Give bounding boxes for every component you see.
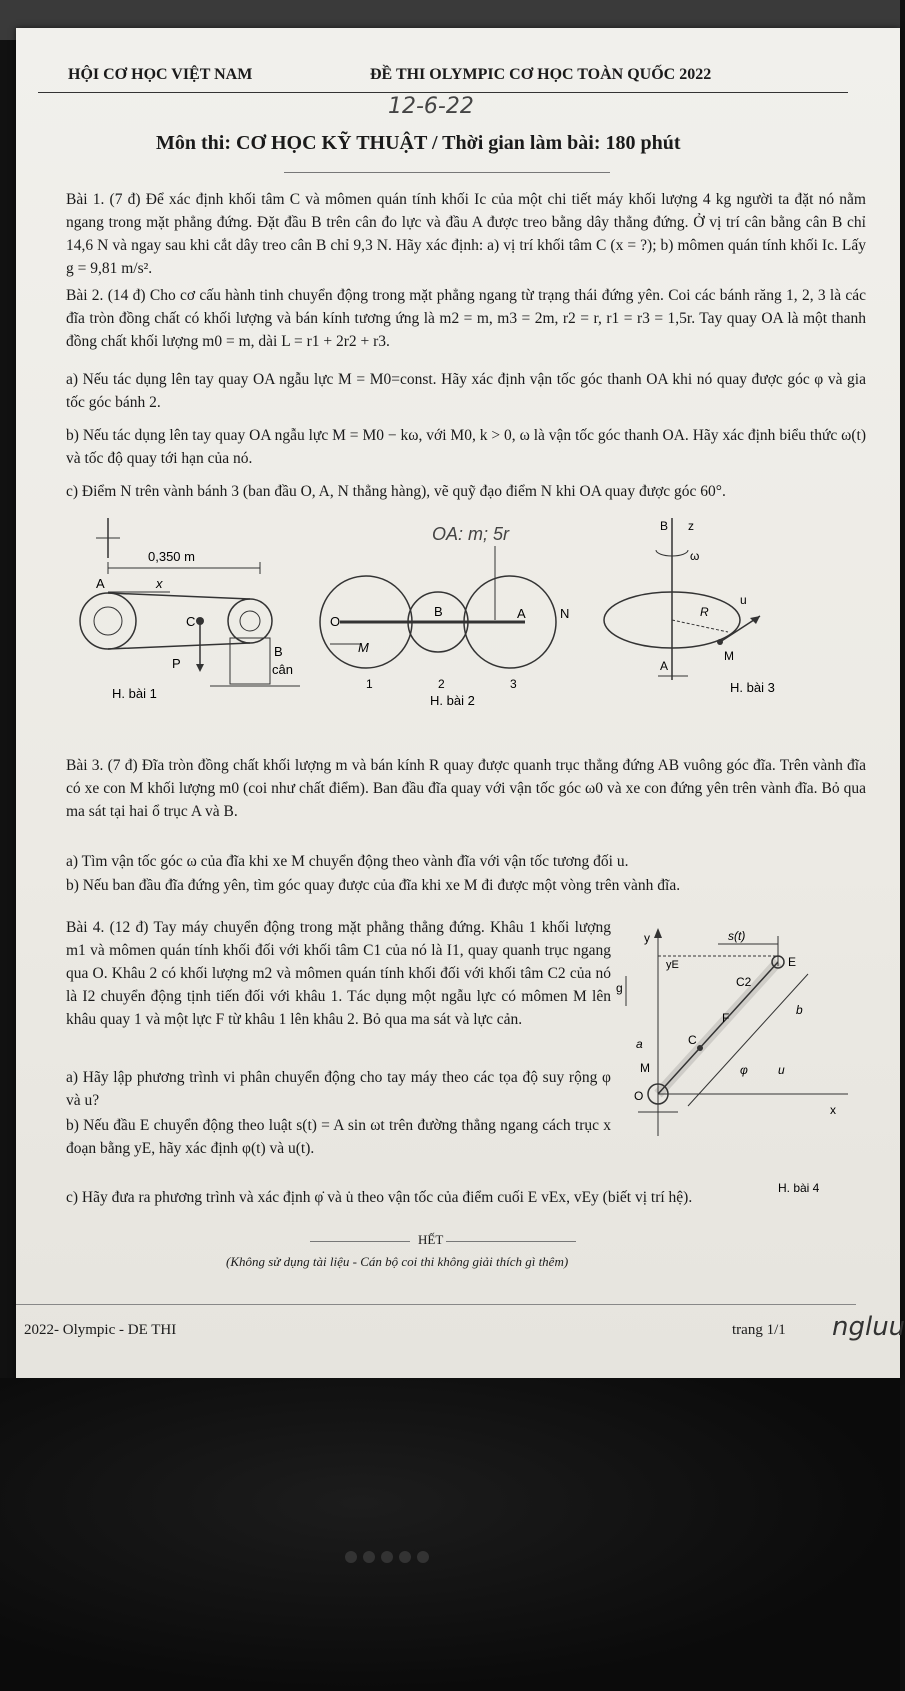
end-marker: HẾT xyxy=(418,1232,444,1247)
fig4-u: u xyxy=(778,1063,785,1077)
fig3-caption: H. bài 3 xyxy=(730,680,775,695)
handwritten-date: 12-6-22 xyxy=(388,94,474,119)
problem-2-intro: Bài 2. (14 đ) Cho cơ cấu hành tinh chuyển động trong mặt phẳng ngang từ trạng thái đứng yên. Coi các bánh răng 1, 2, 3 là các đĩa tròn đồng chất có khối lượng và bán kính tương ứng là m2 = m, m3 = 2m, r2 = r, r1 = r3 = 1,5r. Tay quay OA là một thanh đồng chất khối lượng m0 = m, dài L = r1 + 2r2 + r3. xyxy=(66,287,866,350)
fig3-omega: ω xyxy=(690,549,700,563)
problem-4-b: b) Nếu đầu E chuyển động theo luật s(t) = A sin ωt trên đường thẳng ngang cách trục x đoạn bằng yE, hãy xác định φ(t) và u(t). xyxy=(66,1117,611,1157)
fig4-caption: H. bài 4 xyxy=(778,1181,820,1195)
org-name: HỘI CƠ HỌC VIỆT NAM xyxy=(68,66,253,83)
problem-3-b: b) Nếu ban đầu đĩa đứng yên, tìm góc quay được của đĩa khi xe M đi được một vòng trên vành đĩa. xyxy=(66,877,681,894)
fig1-dim: 0,350 m xyxy=(148,549,195,564)
problem-1: Bài 1. (7 đ) Để xác định khối tâm C và mômen quán tính khối Ic của một chi tiết máy khối lượng 4 kg người ta đặt nó nằm ngang trong mặt phẳng đứng. Đặt đầu B trên cân đo lực và đầu A được treo bằng dây thẳng đứng. Ở vị trí cân bằng cân B chỉ 14,6 N và ngay sau khi cắt dây treo cân B chỉ 9,3 N. Hãy xác định: a) vị trí khối tâm C (x = ?); b) mômen quán tính khối Ic. Lấy g = 9,81 m/s². xyxy=(66,191,866,277)
fig1-P: P xyxy=(172,656,181,671)
fig3-M: M xyxy=(724,649,734,663)
fig4-C1: C xyxy=(688,1033,697,1047)
fig1-x: x xyxy=(156,576,163,591)
het-rule-left xyxy=(310,1241,410,1242)
fig1-A: A xyxy=(96,576,105,591)
fig4-M: M xyxy=(640,1061,650,1075)
problem-4-c: c) Hãy đưa ra phương trình và xác định φ̇ và u̇ theo vận tốc của điểm cuối E vEx, vEy (biết vị trí hệ). xyxy=(66,1189,693,1206)
problem-4-intro: Bài 4. (12 đ) Tay máy chuyển động trong mặt phẳng thẳng đứng. Khâu 1 khối lượng m1 và mômen quán tính khối đối với khối tâm C1 của nó là I1, quay quanh trục ngang qua O. Khâu 2 có khối lượng m2 và mômen quán tính khối đối với khối tâm C2 của nó là I2 chuyển động tịnh tiến đối với khâu 1. Tác dụng một ngẫu lực có mômen M lên khâu quay 1 và một lực F từ khâu 1 lên khâu 2. Bỏ qua ma sát và lực cản. xyxy=(66,919,611,1028)
fig4-E: E xyxy=(788,955,797,969)
background-bottom xyxy=(0,1378,900,1691)
fig4-O: O xyxy=(634,1089,644,1103)
exam-name: ĐỀ THI OLYMPIC CƠ HỌC TOÀN QUỐC 2022 xyxy=(370,66,712,83)
fig2-n1: 1 xyxy=(366,677,373,691)
fig1-B: B xyxy=(274,644,283,659)
footer-right: trang 1/1 xyxy=(732,1322,786,1338)
fig4-b: b xyxy=(796,1003,803,1017)
fig1-caption: H. bài 1 xyxy=(112,686,157,701)
problem-2-b: b) Nếu tác dụng lên tay quay OA ngẫu lực M = M0 − kω, với M0, k > 0, ω là vận tốc góc thanh OA. Hãy xác định biểu thức ω(t) và tốc độ quay tới hạn của nó. xyxy=(66,427,866,467)
fig2-A: A xyxy=(517,606,526,621)
problem-2-a: a) Nếu tác dụng lên tay quay OA ngẫu lực M = M0=const. Hãy xác định vận tốc góc thanh OA khi nó quay được góc φ và gia tốc góc bánh 2. xyxy=(66,371,866,411)
problem-4-a: a) Hãy lập phương trình vi phân chuyển động cho tay máy theo các tọa độ suy rộng φ và u? xyxy=(66,1069,611,1109)
fig2-n2: 2 xyxy=(438,677,445,691)
background-dots xyxy=(345,1550,435,1568)
fig2-B: B xyxy=(434,604,443,619)
fig1-C: C xyxy=(186,614,196,629)
problem-3-intro: Bài 3. (7 đ) Đĩa tròn đồng chất khối lượng m và bán kính R quay được quanh trục thẳng đứng AB vuông góc đĩa. Trên vành đĩa có xe con M khối lượng m0 (coi như chất điểm). Ban đầu đĩa quay với vận tốc góc ω0 và xe con đứng yên trên vành đĩa. Bỏ qua ma sát tại hai ổ trục A và B. xyxy=(66,757,866,820)
fig2-M: M xyxy=(358,640,369,655)
figure-3 xyxy=(610,508,810,698)
fig3-R: R xyxy=(700,605,709,619)
fig2-caption: H. bài 2 xyxy=(430,693,475,708)
exam-paper xyxy=(16,28,905,1378)
footer-left: 2022- Olympic - DE THI xyxy=(24,1322,177,1338)
fig3-u: u xyxy=(740,593,747,607)
fig4-F: F xyxy=(722,1011,730,1025)
problem-3-a: a) Tìm vận tốc góc ω của đĩa khi xe M chuyển động theo vành đĩa với vận tốc tương đối u. xyxy=(66,853,629,870)
fig3-z: z xyxy=(688,519,694,533)
figure-2 xyxy=(310,512,580,708)
header-rule xyxy=(38,92,848,93)
problem-2-c: c) Điểm N trên vành bánh 3 (ban đầu O, A, N thẳng hàng), vẽ quỹ đạo điểm N khi OA quay được góc 60°. xyxy=(66,483,726,500)
fig2-N: N xyxy=(560,606,570,621)
subject-title: Môn thi: CƠ HỌC KỸ THUẬT / Thời gian làm bài: 180 phút xyxy=(156,132,681,154)
fig4-x: x xyxy=(830,1103,836,1117)
figure-1 xyxy=(60,508,300,701)
fig4-a: a xyxy=(636,1037,643,1051)
het-rule-right xyxy=(446,1241,576,1242)
fig1-scale: cân xyxy=(272,662,293,677)
fig4-g: g xyxy=(616,981,623,995)
fig4-phi: φ xyxy=(740,1063,748,1077)
end-note: (Không sử dụng tài liệu - Cán bộ coi thi không giải thích gì thêm) xyxy=(226,1254,569,1269)
fig4-y: y xyxy=(644,931,650,945)
figure-4 xyxy=(616,926,858,1196)
fig4-st: s(t) xyxy=(728,929,746,943)
fig3-B: B xyxy=(660,519,669,533)
fig4-yE: yE xyxy=(666,959,679,971)
fig2-handnote: OA: m; 5r xyxy=(432,524,510,544)
footer-rule xyxy=(16,1304,856,1305)
fig4-C2: C2 xyxy=(736,975,752,989)
signature: ngluu xyxy=(832,1312,905,1342)
fig3-A: A xyxy=(660,659,669,673)
fig2-n3: 3 xyxy=(510,677,517,691)
fig2-O: O xyxy=(330,614,341,629)
title-rule xyxy=(284,172,610,173)
